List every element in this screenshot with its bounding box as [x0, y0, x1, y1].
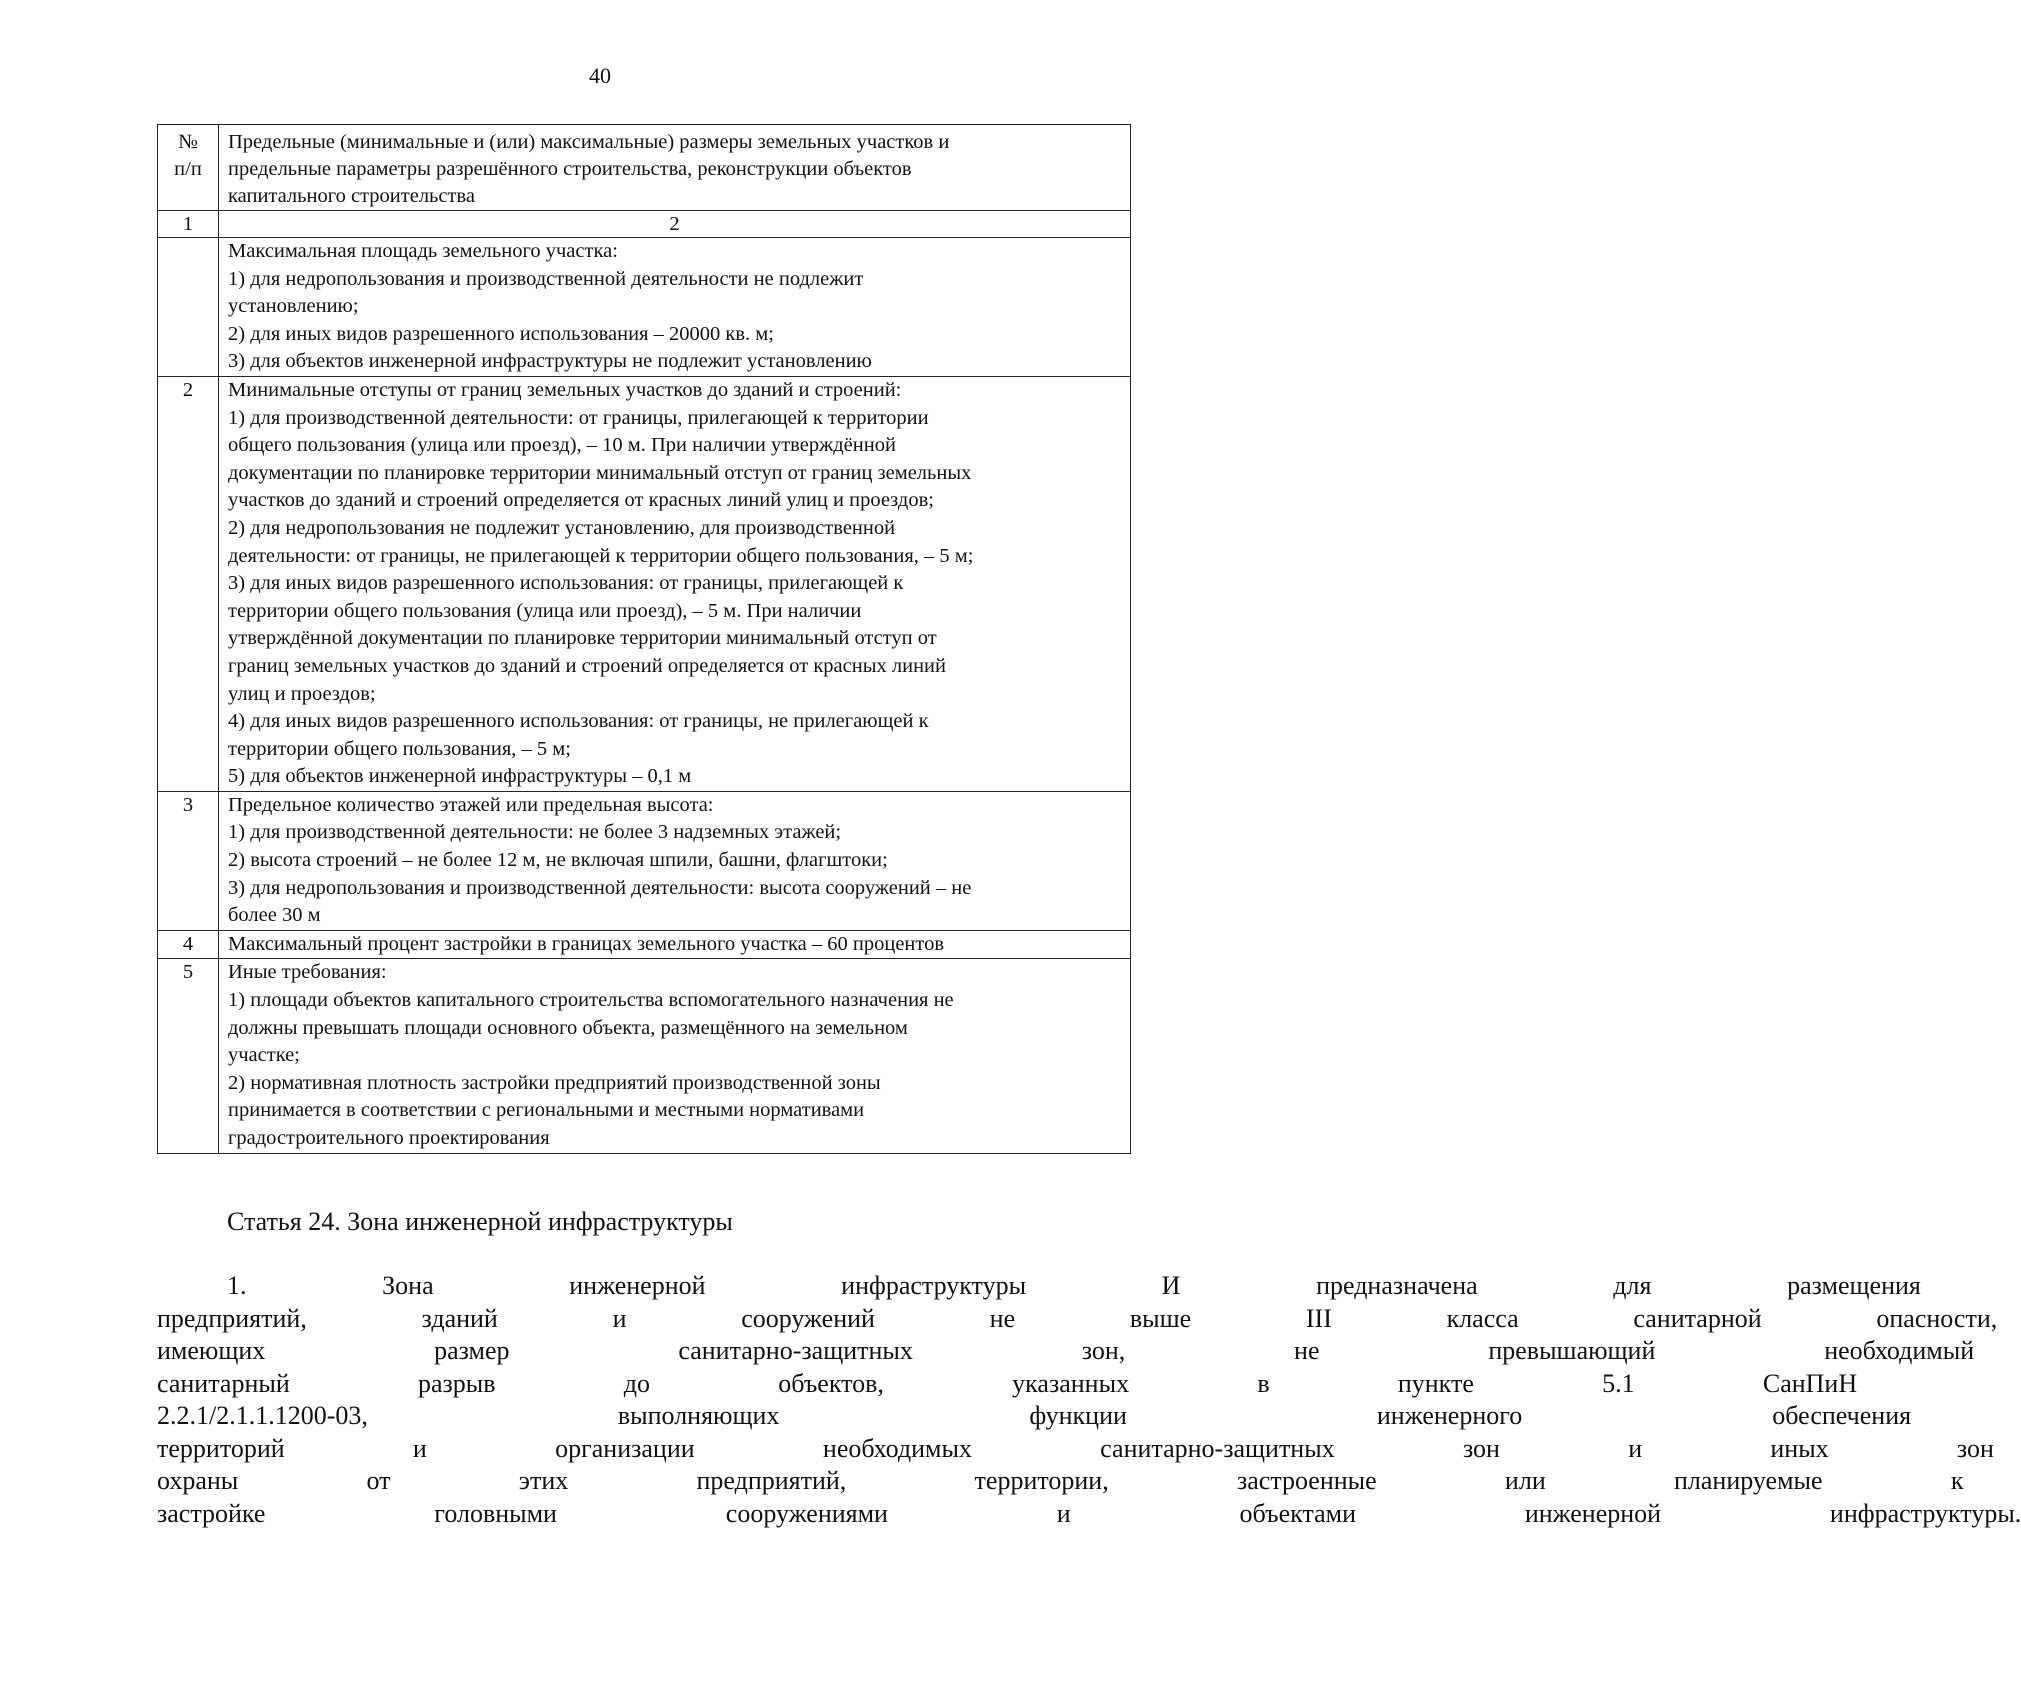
- paragraph-line: предприятий, зданий и сооружений не выше III класса санитарной опасности,: [157, 1303, 1998, 1333]
- row-line: утверждённой документации по планировке территории минимальный отступ от: [228, 627, 937, 650]
- row-line: 3) для недропользования и производственной деятельности: высота сооружений – не: [228, 876, 972, 899]
- paragraph-line: санитарный разрыв до объектов, указанных в пункте 5.1 СанПиН: [157, 1368, 1858, 1398]
- header-text-cell: [219, 125, 1131, 211]
- index-cell: 1: [158, 211, 219, 238]
- row-line: участке;: [228, 1044, 300, 1067]
- table-row: [158, 238, 1131, 377]
- row-text: [219, 238, 1131, 377]
- row-text: [219, 959, 1131, 1153]
- row-text: [219, 791, 1131, 930]
- paragraph-line: территорий и организации необходимых санитарно-защитных зон и иных зон: [157, 1433, 1994, 1463]
- row-line: более 30 м: [228, 904, 321, 927]
- header-text-line: Предельные (минимальные и (или) максимальные) размеры земельных участков и: [228, 131, 950, 153]
- row-line: 3) для объектов инженерной инфраструктуры не подлежит установлению: [228, 350, 872, 373]
- paragraph-line: 2.2.1/2.1.1.1200-03, выполняющих функции инженерного обеспечения: [157, 1401, 1912, 1430]
- row-line: 2) нормативная плотность застройки предприятий производственной зоны: [228, 1071, 881, 1094]
- row-line: Максимальная площадь земельного участка:: [228, 240, 618, 262]
- table-index-row: [158, 211, 1131, 238]
- header-text-line: капитального строительства: [228, 185, 475, 207]
- row-line: территории общего пользования (улица или проезд), – 5 м. При наличии: [228, 599, 862, 622]
- row-text: [219, 930, 1131, 959]
- row-line: 2) для недропользования не подлежит установлению, для производственной: [228, 516, 896, 539]
- row-line: 3) для иных видов разрешенного использования: от границы, прилегающей к: [228, 572, 904, 595]
- table-row: [158, 376, 1131, 791]
- row-number: 3: [158, 791, 219, 930]
- requirements-table: [157, 124, 1131, 1154]
- row-line: Иные требования:: [228, 961, 387, 984]
- row-line: 2) для иных видов разрешенного использования – 20000 кв. м;: [228, 322, 774, 345]
- row-line: 5) для объектов инженерной инфраструктуры – 0,1 м: [228, 765, 692, 788]
- page-number: 40: [589, 63, 611, 88]
- row-line: 1) для недропользования и производственной деятельности не подлежит: [228, 267, 864, 290]
- index-cell: 2: [219, 211, 1131, 238]
- row-line: 4) для иных видов разрешенного использования: от границы, не прилегающей к: [228, 710, 929, 733]
- row-line: установлению;: [228, 295, 359, 318]
- row-line: улиц и проездов;: [228, 682, 376, 705]
- table-row: [158, 791, 1131, 930]
- row-line: 1) для производственной деятельности: от границы, прилегающей к территории: [228, 406, 929, 429]
- row-line: принимается в соответствии с региональными и местными нормативами: [228, 1099, 865, 1122]
- row-line: общего пользования (улица или проезд), – 10 м. При наличии утверждённой: [228, 434, 896, 457]
- row-line: 1) площади объектов капитального строительства вспомогательного назначения не: [228, 989, 954, 1012]
- table-header-row: [158, 125, 1131, 211]
- row-line: Предельное количество этажей или предельная высота:: [228, 793, 714, 816]
- row-number: 2: [158, 376, 219, 791]
- row-line: границ земельных участков до зданий и строений определяется от красных линий: [228, 654, 946, 677]
- row-number: 5: [158, 959, 219, 1153]
- header-text-line: предельные параметры разрешённого строительства, реконструкции объектов: [228, 158, 912, 180]
- header-number-line: п/п: [174, 158, 202, 180]
- row-line: Максимальный процент застройки в границах земельного участка – 60 процентов: [228, 932, 945, 955]
- paragraph-line: охраны от этих предприятий, территории, застроенные или планируемые к: [157, 1466, 1964, 1495]
- row-line: территории общего пользования, – 5 м;: [228, 737, 571, 760]
- header-number-cell: [158, 125, 219, 211]
- header-number-line: №: [178, 131, 198, 153]
- table-row: [158, 959, 1131, 1153]
- row-line: документации по планировке территории минимальный отступ от границ земельных: [228, 461, 972, 484]
- paragraph-line: застройке головными сооружениями и объектами инженерной инфраструктуры.: [157, 1498, 2021, 1528]
- row-line: участков до зданий и строений определяется от красных линий улиц и проездов;: [228, 489, 934, 512]
- row-text: [219, 376, 1131, 791]
- article-title: Статья 24. Зона инженерной инфраструктуры: [227, 1207, 733, 1236]
- paragraph-line: имеющих размер санитарно-защитных зон, не превышающий необходимый: [157, 1336, 1975, 1365]
- row-line: Минимальные отступы от границ земельных участков до зданий и строений:: [228, 378, 902, 401]
- paragraph-line: 1. Зона инженерной инфраструктуры И предназначена для размещения: [227, 1271, 1921, 1300]
- row-line: градостроительного проектирования: [228, 1127, 550, 1149]
- row-line: должны превышать площади основного объекта, размещённого на земельном: [228, 1016, 908, 1039]
- table-row: [158, 930, 1131, 959]
- row-line: 1) для производственной деятельности: не более 3 надземных этажей;: [228, 821, 842, 844]
- row-line: 2) высота строений – не более 12 м, не включая шпили, башни, флагштоки;: [228, 849, 888, 872]
- row-number: 4: [158, 930, 219, 959]
- row-line: деятельности: от границы, не прилегающей к территории общего пользования, – 5 м;: [228, 544, 974, 567]
- article-paragraph: [157, 1270, 2021, 1530]
- row-number: [158, 238, 219, 377]
